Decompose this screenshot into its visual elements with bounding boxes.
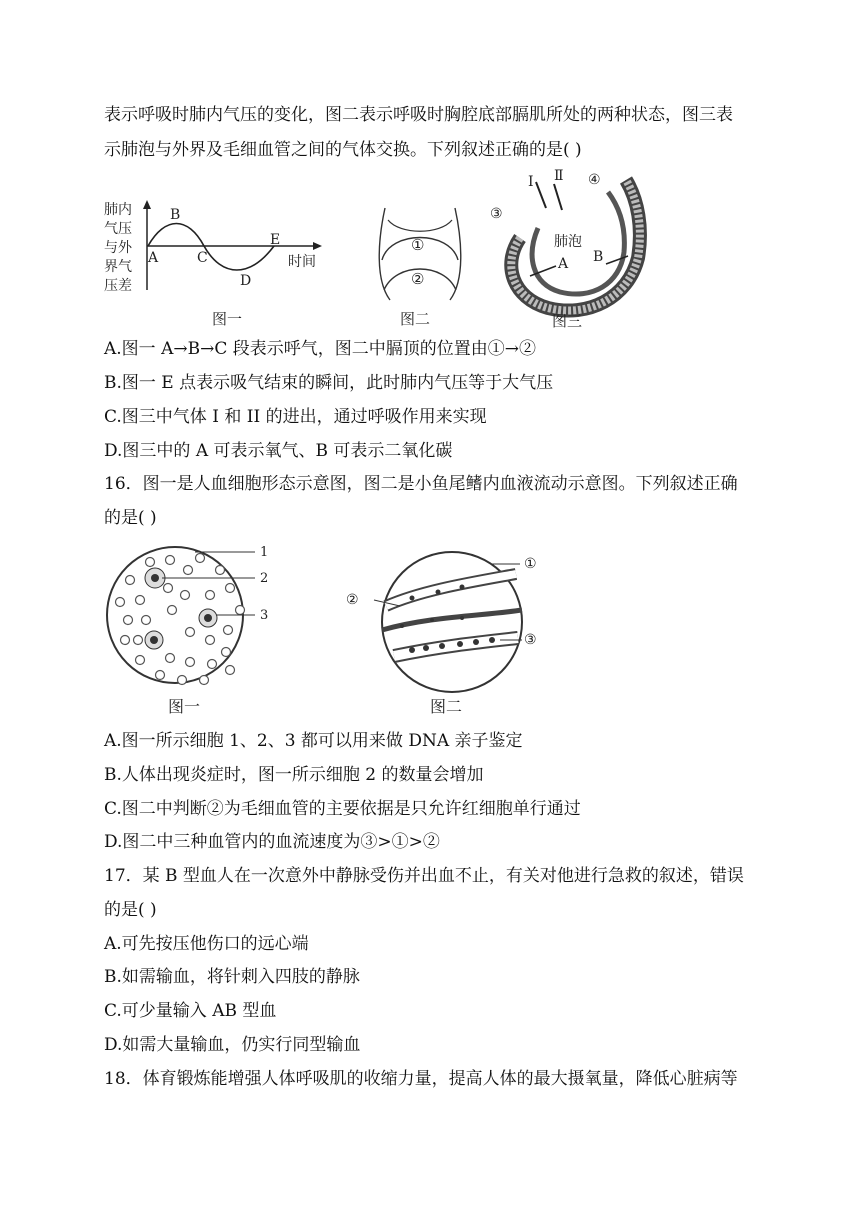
fig16a-caption: 图一 xyxy=(168,697,201,716)
q16-option-a: A.图一所示细胞 1、2、3 都可以用来做 DNA 亲子鉴定 xyxy=(104,731,523,751)
red-blood-cell xyxy=(200,676,209,685)
red-blood-cell xyxy=(181,591,190,600)
fig3-label-b: B xyxy=(593,249,604,265)
q16-stem-line-2: 的是( ) xyxy=(104,508,157,528)
fig16b-label-3: ③ xyxy=(524,632,537,648)
red-blood-cell xyxy=(134,636,143,645)
fig3-label-i: I xyxy=(528,174,534,190)
fig1-y-arrow xyxy=(143,200,151,209)
fig16b-label-1: ① xyxy=(524,556,537,572)
intro-line-1: 表示呼吸时肺内气压的变化，图二表示呼吸时胸腔底部膈肌所处的两种状态，图三表 xyxy=(104,105,733,125)
q16-figure-2 xyxy=(342,546,552,722)
red-blood-cell xyxy=(236,606,245,615)
fig2-caption: 图二 xyxy=(400,310,431,328)
fig1-ylabel-3: 与外 xyxy=(104,240,132,256)
fig16b-label-2: ② xyxy=(346,592,359,608)
q15-option-b: B.图一 E 点表示吸气结束的瞬间，此时肺内气压等于大气压 xyxy=(104,373,554,393)
fig2-label-1: ① xyxy=(411,236,425,254)
q17-option-b: B.如需输血，将针刺入四肢的静脉 xyxy=(104,967,360,987)
fig16a-wbc-2-nucleus xyxy=(204,614,212,622)
red-blood-cell xyxy=(142,616,151,625)
red-blood-cell xyxy=(184,566,193,575)
fig16a-label-1: 1 xyxy=(260,545,269,560)
q16-option-d: D.图二中三种血管内的血流速度为③>①>② xyxy=(104,832,440,852)
red-blood-cell xyxy=(178,676,187,685)
q15-option-c: C.图三中气体 I 和 II 的进出，通过呼吸作用来实现 xyxy=(104,407,487,427)
fig3-label-alveolus: 肺泡 xyxy=(554,234,582,250)
fig3-label-4: ④ xyxy=(588,172,601,188)
intro-line-2: 示肺泡与外界及毛细血管之间的气体交换。下列叙述正确的是( ) xyxy=(104,140,582,160)
red-blood-cell xyxy=(166,654,175,663)
fig2-top-curve xyxy=(388,220,452,231)
fig3-label-3: ③ xyxy=(490,206,503,222)
red-blood-cell xyxy=(146,558,155,567)
fig1-xlabel: 时间 xyxy=(288,254,316,270)
fig1-point-a: A xyxy=(148,250,159,266)
q16-option-c: C.图二中判断②为毛细血管的主要依据是只允许红细胞单行通过 xyxy=(104,799,581,819)
q16-stem-line-1: 16．图一是人血细胞形态示意图，图二是小鱼尾鳍内血液流动示意图。下列叙述正确 xyxy=(104,474,738,494)
red-blood-cell xyxy=(216,566,225,575)
red-blood-cell xyxy=(206,636,215,645)
fig16a-wbc-1-nucleus xyxy=(151,574,159,582)
red-blood-cell xyxy=(226,584,235,593)
fig1-point-d: D xyxy=(240,273,252,289)
q17-stem-line-2: 的是( ) xyxy=(104,900,157,920)
red-blood-cell xyxy=(206,591,215,600)
fig3-label-ii: Ⅱ xyxy=(554,168,564,184)
red-blood-cell xyxy=(116,598,125,607)
fig16a-label-3: 3 xyxy=(260,608,269,623)
red-blood-cell xyxy=(224,626,233,635)
fig3-label-a: A xyxy=(558,256,569,272)
fig1-point-e: E xyxy=(270,232,281,248)
q18-stem-line-1: 18．体育锻炼能增强人体呼吸肌的收缩力量，提高人体的最大摄氧量，降低心脏病等 xyxy=(104,1069,738,1089)
q17-option-c: C.可少量输入 AB 型血 xyxy=(104,1001,277,1021)
q17-stem-line-1: 17．某 B 型血人在一次意外中静脉受伤并出血不止，有关对他进行急救的叙述，错误 xyxy=(104,866,744,886)
fig3-caption: 图三 xyxy=(552,312,583,330)
fig1-ylabel-2: 气压 xyxy=(104,221,132,237)
fig1-ylabel-4: 界气 xyxy=(104,259,132,275)
red-blood-cell xyxy=(136,656,145,665)
red-blood-cell xyxy=(126,576,135,585)
fig1-point-c: C xyxy=(197,250,208,266)
fig2-label-2: ② xyxy=(411,270,425,288)
fig1-caption: 图一 xyxy=(212,310,243,328)
red-blood-cell xyxy=(196,554,205,563)
red-blood-cell xyxy=(226,666,235,675)
fig1-ylabel-1: 肺内 xyxy=(104,202,132,218)
red-blood-cell xyxy=(156,671,165,680)
red-blood-cell xyxy=(186,658,195,667)
red-blood-cell xyxy=(208,660,217,669)
q17-option-d: D.如需大量输血，仍实行同型输血 xyxy=(104,1035,361,1055)
fig1-point-b: B xyxy=(170,207,181,223)
red-blood-cell xyxy=(121,636,130,645)
red-blood-cell xyxy=(166,556,175,565)
fig16a-label-2: 2 xyxy=(260,571,269,586)
red-blood-cell xyxy=(168,606,177,615)
q17-option-a: A.可先按压他伤口的远心端 xyxy=(104,934,309,954)
q15-option-a: A.图一 A→B→C 段表示呼气，图二中膈顶的位置由①→② xyxy=(104,339,536,359)
red-blood-cell xyxy=(186,628,195,637)
q15-figure-3 xyxy=(488,168,658,336)
q15-option-d: D.图三中的 A 可表示氧气、B 可表示二氧化碳 xyxy=(104,441,453,461)
fig16b-caption: 图二 xyxy=(430,697,463,716)
q15-figure-1 xyxy=(100,196,340,336)
red-blood-cell xyxy=(222,648,231,657)
red-blood-cell xyxy=(124,616,133,625)
red-blood-cell xyxy=(136,596,145,605)
q15-figure-2 xyxy=(370,200,470,336)
fig1-x-arrow xyxy=(313,242,322,250)
fig3-arrow-in xyxy=(536,182,546,208)
fig1-ylabel-5: 压差 xyxy=(104,278,132,294)
fig3-arrow-out xyxy=(554,184,562,210)
fig16a-wbc-3-nucleus xyxy=(150,636,158,644)
red-blood-cell xyxy=(164,584,173,593)
q16-figure-1 xyxy=(100,540,290,722)
q16-option-b: B.人体出现炎症时，图一所示细胞 2 的数量会增加 xyxy=(104,765,484,785)
